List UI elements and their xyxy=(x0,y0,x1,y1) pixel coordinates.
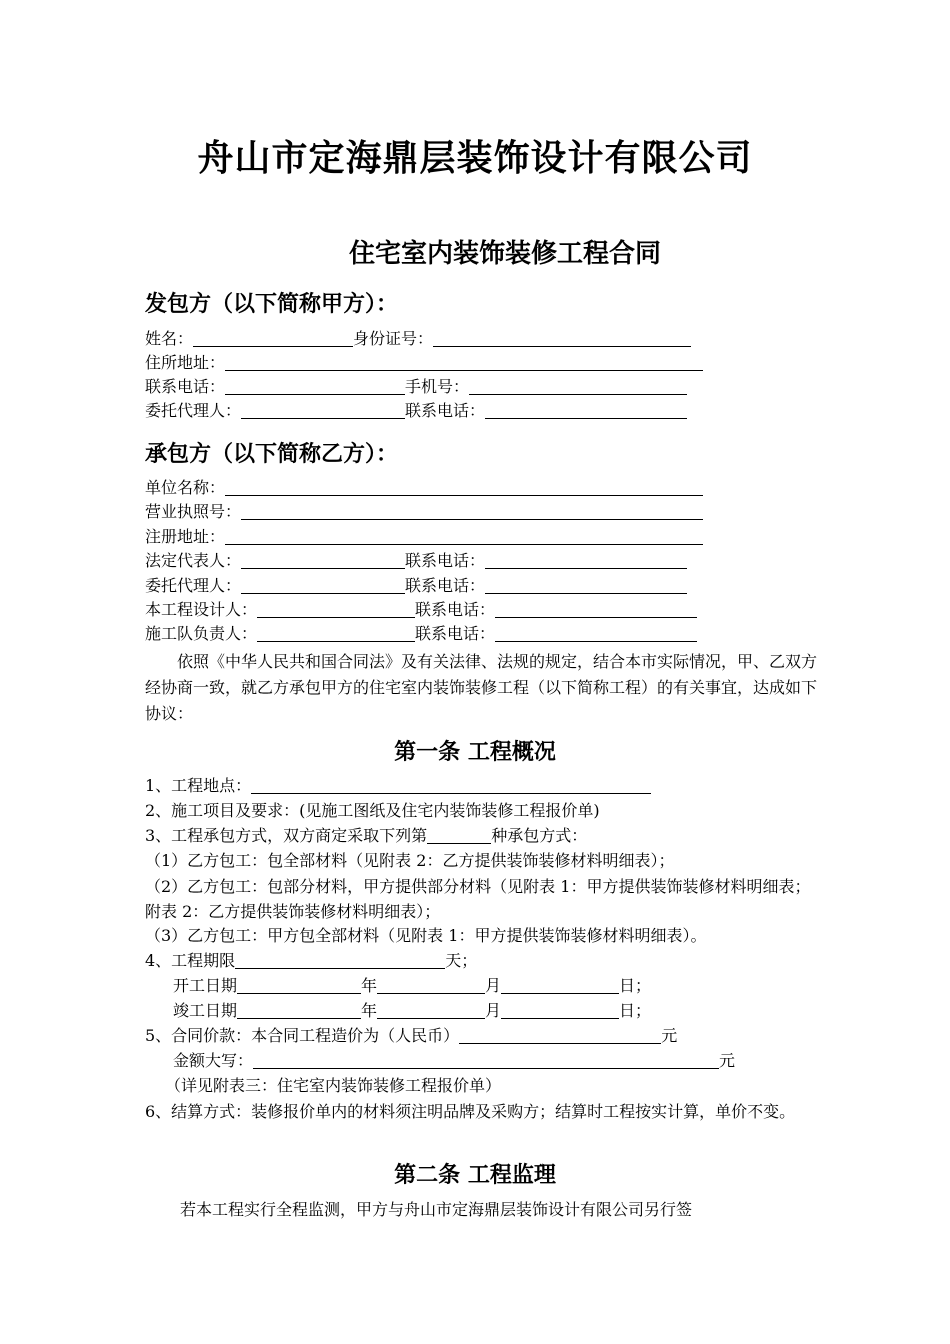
item-4-suffix: 天； xyxy=(445,951,478,970)
start-day-blank[interactable] xyxy=(501,977,619,994)
designer-phone-blank[interactable] xyxy=(495,601,697,618)
company-name: 舟山市定海鼎层装饰设计有限公司 xyxy=(197,138,753,179)
b-agent-phone-blank[interactable] xyxy=(485,577,687,594)
article-2-text: 若本工程实行全程监测，甲方与舟山市定海鼎层装饰设计有限公司另行签 xyxy=(180,1200,693,1219)
start-month-blank[interactable] xyxy=(377,977,485,994)
price-blank[interactable] xyxy=(459,1027,661,1044)
party-b-leader-row xyxy=(145,622,697,646)
leader-blank[interactable] xyxy=(257,625,415,642)
item-5-note: （详见附表三：住宅室内装饰装修工程报价单） xyxy=(165,1076,502,1095)
party-a-address-row xyxy=(145,351,703,375)
address-blank[interactable] xyxy=(225,354,703,371)
start-date-row xyxy=(173,974,651,998)
item-4-label: 4、工程期限 xyxy=(145,951,236,970)
legal-rep-blank[interactable] xyxy=(241,552,405,569)
license-label: 营业执照号： xyxy=(145,502,242,521)
end-day-blank[interactable] xyxy=(501,1002,619,1019)
phone-blank[interactable] xyxy=(225,378,405,395)
unit-label: 单位名称： xyxy=(145,478,226,497)
unit-blank[interactable] xyxy=(225,479,703,496)
end-date-row xyxy=(173,999,651,1023)
designer-blank[interactable] xyxy=(257,601,415,618)
leader-phone-blank[interactable] xyxy=(495,625,697,642)
end-year-label: 年 xyxy=(361,1001,378,1020)
party-b-designer-row xyxy=(145,598,697,622)
mobile-label: 手机号： xyxy=(405,377,470,396)
amount-blank[interactable] xyxy=(253,1052,719,1069)
agent-phone-blank[interactable] xyxy=(485,402,687,419)
party-a-name-row xyxy=(145,327,691,351)
option-1: （1）乙方包工：包全部材料（见附表 2：乙方提供装饰装修材料明细表）； xyxy=(145,851,675,870)
party-a-agent-row xyxy=(145,399,687,423)
item-5-row xyxy=(145,1024,677,1048)
designer-phone-label: 联系电话： xyxy=(415,600,496,619)
name-blank[interactable] xyxy=(193,330,353,347)
end-day-label: 日； xyxy=(619,1001,652,1020)
item-3-suffix: 种承包方式： xyxy=(491,826,588,845)
start-day-label: 日； xyxy=(619,976,652,995)
item-3-row xyxy=(145,824,587,848)
agent-blank[interactable] xyxy=(241,402,405,419)
party-b-legal-row xyxy=(145,549,687,573)
method-blank[interactable] xyxy=(427,827,491,844)
party-b-license-row xyxy=(145,500,703,524)
contract-title: 住宅室内装饰装修工程合同 xyxy=(348,239,661,269)
article-2-title: 第二条 工程监理 xyxy=(394,1163,556,1188)
reg-address-blank[interactable] xyxy=(225,528,703,545)
address-label: 住所地址： xyxy=(145,353,226,372)
price-unit: 元 xyxy=(661,1026,678,1045)
item-4-row xyxy=(145,949,477,973)
license-blank[interactable] xyxy=(241,503,703,520)
legal-phone-blank[interactable] xyxy=(485,552,687,569)
site-blank[interactable] xyxy=(251,777,651,794)
mobile-blank[interactable] xyxy=(469,378,687,395)
start-year-blank[interactable] xyxy=(237,977,361,994)
item-5-label: 5、合同价款：本合同工程造价为（人民币） xyxy=(145,1026,460,1045)
leader-label: 施工队负责人： xyxy=(145,624,258,643)
id-label: 身份证号： xyxy=(353,329,434,348)
item-2: 2、施工项目及要求：(见施工图纸及住宅内装饰装修工程报价单) xyxy=(145,801,600,820)
party-b-heading: 承包方（以下简称乙方）： xyxy=(145,442,399,467)
designer-label: 本工程设计人： xyxy=(145,600,258,619)
option-2: （2）乙方包工：包部分材料，甲方提供部分材料（见附表 1：甲方提供装饰装修材料明细表；附表 2：乙方提供装饰装修材料明细表）； xyxy=(145,877,811,921)
name-label: 姓名： xyxy=(145,329,194,348)
end-year-blank[interactable] xyxy=(237,1002,361,1019)
phone-label: 联系电话： xyxy=(145,377,226,396)
party-a-heading: 发包方（以下简称甲方）： xyxy=(145,292,399,317)
legal-phone-label: 联系电话： xyxy=(405,551,486,570)
start-year-label: 年 xyxy=(361,976,378,995)
amount-row xyxy=(173,1049,735,1073)
item-1-label: 1、工程地点： xyxy=(145,776,252,795)
party-b-agent-row xyxy=(145,574,687,598)
amount-unit: 元 xyxy=(719,1051,736,1070)
option-3: （3）乙方包工：甲方包全部材料（见附表 1：甲方提供装饰装修材料明细表）。 xyxy=(145,926,707,945)
amount-label: 金额大写： xyxy=(173,1051,254,1070)
preamble-paragraph: 依照《中华人民共和国合同法》及有关法律、法规的规定，结合本市实际情况，甲、乙双方经协商一致，就乙方承包甲方的住宅室内装饰装修工程（以下简称工程）的有关事宜，达成如下协议： xyxy=(145,652,818,723)
days-blank[interactable] xyxy=(235,952,445,969)
item-3-label: 3、工程承包方式，双方商定采取下列第 xyxy=(145,826,428,845)
item-6: 6、结算方式：装修报价单内的材料须注明品牌及采购方；结算时工程按实计算，单价不变。 xyxy=(145,1102,796,1121)
agent-phone-label: 联系电话： xyxy=(405,401,486,420)
party-b-unit-row xyxy=(145,476,703,500)
b-agent-label: 委托代理人： xyxy=(145,576,242,595)
article-1-title: 第一条 工程概况 xyxy=(394,740,556,765)
end-month-label: 月 xyxy=(485,1001,502,1020)
legal-rep-label: 法定代表人： xyxy=(145,551,242,570)
b-agent-blank[interactable] xyxy=(241,577,405,594)
agent-label: 委托代理人： xyxy=(145,401,242,420)
start-label: 开工日期 xyxy=(173,976,238,995)
b-agent-phone-label: 联系电话： xyxy=(405,576,486,595)
party-b-reg-address-row xyxy=(145,525,703,549)
reg-address-label: 注册地址： xyxy=(145,527,226,546)
end-month-blank[interactable] xyxy=(377,1002,485,1019)
party-a-phone-row xyxy=(145,375,687,399)
end-label: 竣工日期 xyxy=(173,1001,238,1020)
leader-phone-label: 联系电话： xyxy=(415,624,496,643)
start-month-label: 月 xyxy=(485,976,502,995)
id-blank[interactable] xyxy=(433,330,691,347)
item-1-row xyxy=(145,774,651,798)
